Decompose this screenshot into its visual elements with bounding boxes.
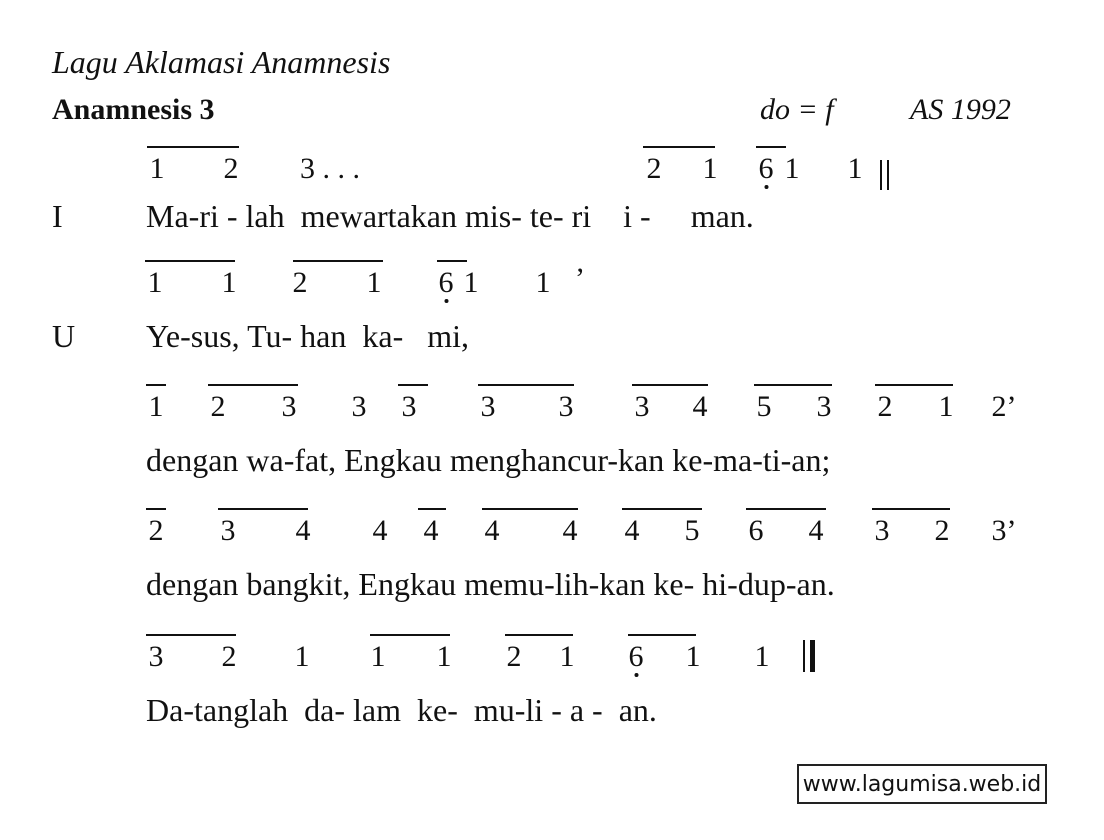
note-digit: 6 [438, 266, 454, 299]
line-marker: I [52, 198, 63, 234]
note: 3 [480, 390, 496, 423]
note: 3 [634, 390, 650, 423]
note: 3 [281, 390, 297, 423]
note: 2 [877, 390, 893, 423]
note: 6 [748, 514, 764, 547]
note: 3 [220, 514, 236, 547]
note: 2 [221, 640, 237, 673]
key-signature: do = f [760, 93, 834, 126]
final-barline-thick [810, 640, 815, 672]
note: 4 [423, 514, 439, 547]
lyric-line: Ma-ri - lah mewartakan mis- te- ri i - man. [146, 198, 754, 234]
note: 1 [436, 640, 452, 673]
note: 3’ [991, 514, 1017, 547]
note-low-octave [759, 152, 774, 186]
note: 1 [702, 152, 718, 185]
note: 1 [559, 640, 575, 673]
lyric-line: Ye-sus, Tu- han ka- mi, [146, 318, 470, 354]
note: 5 [756, 390, 772, 423]
note: 2 [292, 266, 308, 299]
note: 1 [221, 266, 237, 299]
double-barline [887, 160, 889, 190]
note: 2 [934, 514, 950, 547]
note: 1 [370, 640, 386, 673]
note: 3 [874, 514, 890, 547]
note: 2 [210, 390, 226, 423]
note-low-octave [439, 266, 454, 300]
note: 2 [506, 640, 522, 673]
note: 1 [535, 266, 551, 299]
note: 3 [148, 640, 164, 673]
note: 2 [148, 514, 164, 547]
note: 1 [147, 266, 163, 299]
note-digit: 6 [758, 152, 774, 185]
note: 4 [624, 514, 640, 547]
note: 1 [294, 640, 310, 673]
website-watermark: www.lagumisa.web.id [797, 764, 1047, 804]
note: 4 [562, 514, 578, 547]
note: 1 [847, 152, 863, 185]
note: 2 [646, 152, 662, 185]
note: 4 [484, 514, 500, 547]
note: 2’ [991, 390, 1017, 423]
note: 1 [754, 640, 770, 673]
note: 1 [148, 390, 164, 423]
octave-dot [764, 185, 768, 189]
note: 5 [684, 514, 700, 547]
note: 3 [351, 390, 367, 423]
note: 3 [816, 390, 832, 423]
note: 4 [692, 390, 708, 423]
breath-mark: ’ [575, 262, 585, 295]
lyric-line: dengan bangkit, Engkau memu-lih-kan ke- hi-dup-an. [146, 566, 835, 602]
octave-dot [634, 673, 638, 677]
note: 3 [401, 390, 417, 423]
lyric-line: Da-tanglah da- lam ke- mu-li - a - an. [146, 692, 657, 728]
composer-reference: AS 1992 [910, 93, 1011, 126]
note: 3 [558, 390, 574, 423]
final-barline-thin [803, 640, 805, 672]
note: 1 [149, 152, 165, 185]
line-marker: U [52, 318, 76, 354]
note: 1 [685, 640, 701, 673]
lyric-line: dengan wa-fat, Engkau menghancur-kan ke-ma-ti-an; [146, 442, 831, 478]
note: 4 [295, 514, 311, 547]
octave-dot [444, 299, 448, 303]
note: 1 [366, 266, 382, 299]
note: 2 [223, 152, 239, 185]
note: 4 [808, 514, 824, 547]
song-category: Lagu Aklamasi Anamnesis [52, 44, 391, 80]
note-digit: 6 [628, 640, 644, 673]
double-barline [880, 160, 882, 190]
note: 4 [372, 514, 388, 547]
note-low-octave [629, 640, 644, 674]
note: 3 . . . [300, 152, 360, 185]
note: 1 [463, 266, 479, 299]
note: 1 [938, 390, 954, 423]
note: 1 [784, 152, 800, 185]
song-title: Anamnesis 3 [52, 93, 215, 126]
